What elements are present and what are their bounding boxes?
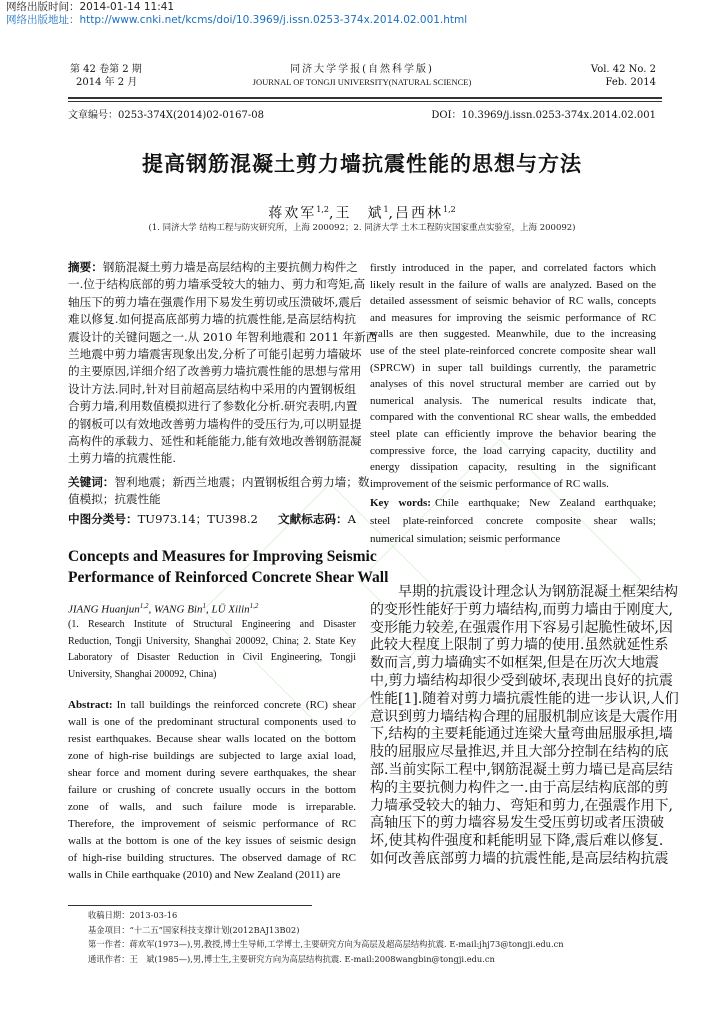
text-line xyxy=(68,450,356,467)
line-text: 如何改善底部剪力墙的抗震性能,是高层结构抗震 xyxy=(370,850,669,867)
line-text: In tall buildings the reinforced concrete (RC) shear xyxy=(116,699,356,711)
text-line xyxy=(68,276,366,293)
author-affil: 1,2 xyxy=(249,602,259,610)
line-text: Laboratory of Disaster Reduction in Civil Engineering, Tongji xyxy=(68,652,356,664)
journal-cn: 同济大学学报(自然科学版) xyxy=(290,64,434,75)
line-text: 数而言,剪力墙确实不如框架,但是在历次大地震 xyxy=(370,655,659,672)
text-line xyxy=(68,650,356,667)
line-text: 意识到剪力墙结构合理的屈服机制应该是大震作用 xyxy=(370,708,678,725)
text-line xyxy=(68,474,370,491)
article-number: 文章编号：0253-374X(2014)02-0167-08 xyxy=(68,110,264,121)
line-text: 的主要原因,详细介绍了改善剪力墙抗震性能的思想与常用 xyxy=(68,364,362,379)
text-line xyxy=(370,726,673,744)
line-text: 变形能力较差,在强震作用下容易引起脆性破坏,因 xyxy=(370,619,673,636)
line-text: use of the steel plate-reinforced concrete composite shear wall xyxy=(370,344,656,357)
line-text: 此较大程度上限制了剪力墙的使用.虽然就延性系 xyxy=(370,637,669,654)
text-line xyxy=(68,850,356,867)
text-line xyxy=(68,259,356,276)
section-label: 关键词： xyxy=(68,475,115,489)
classification xyxy=(68,511,356,528)
text-line xyxy=(68,697,356,714)
abstract-cn xyxy=(68,259,378,468)
text-line xyxy=(370,310,656,327)
affiliation-en xyxy=(68,617,356,683)
text-line xyxy=(370,833,664,851)
line-text: and measures for improving the seismic performance of RC xyxy=(370,311,656,324)
keywords-en xyxy=(370,494,656,548)
text-line xyxy=(68,799,356,816)
text-line xyxy=(370,260,656,277)
text-line xyxy=(68,416,362,433)
footnotes xyxy=(88,908,564,966)
section-label: 摘要： xyxy=(68,260,103,274)
line-text: compressive force, the load carrying capacity, ductility and xyxy=(370,444,656,457)
date-en: Feb. 2014 xyxy=(605,77,656,88)
line-text: numerical simulation; seismic performance xyxy=(370,533,561,545)
abstract-en-continued xyxy=(370,260,656,492)
header-rule xyxy=(68,101,662,102)
text-line xyxy=(370,376,656,393)
text-line xyxy=(370,343,656,360)
text-line xyxy=(68,748,356,765)
doc-code-value: A xyxy=(347,512,356,526)
author-en: WANG Bin xyxy=(154,603,203,616)
line-text: 的变形性能好于剪力墙结构,而剪力墙由于刚度大, xyxy=(370,601,673,618)
text-line xyxy=(68,816,356,833)
body-text-cn xyxy=(370,584,679,869)
line-text: 高轴压下的剪力墙容易发生受压剪切或者压溃破 xyxy=(370,815,664,832)
text-line xyxy=(68,731,356,748)
line-text: firstly introduced in the paper, and correlated factors which xyxy=(370,262,656,274)
paper-title: 提高钢筋混凝土剪力墙抗震性能的思想与方法 xyxy=(142,152,582,176)
abstract-en xyxy=(68,697,356,884)
classification-label: 中图分类号： xyxy=(68,512,138,526)
text-line xyxy=(370,326,656,343)
footnote: 收稿日期：2013-03-16 xyxy=(88,910,178,920)
line-text: energy dissipation capacity, resulting in the significant xyxy=(370,461,656,474)
text-line xyxy=(370,850,669,869)
line-text: zone of high-rise buildings are subjected to large axial load, xyxy=(68,750,356,762)
text-line xyxy=(370,360,656,377)
footnote: 基金项目：“十二五”国家科技支撑计划(2012BAJ13B02) xyxy=(88,924,300,935)
author: 吕西林 xyxy=(395,205,443,222)
date-cn: 2014 年 2 月 xyxy=(76,77,138,88)
text-line xyxy=(370,393,656,410)
text-line xyxy=(370,672,673,691)
author-en: LÜ Xilin xyxy=(211,603,250,616)
line-text: 设计方法.同时,针对目前超高层结构中采用的内置钢板组 xyxy=(68,381,356,396)
text-line xyxy=(370,761,673,780)
line-text: 轴压下的剪力墙在强震作用下易发生剪切或压溃破坏,震后 xyxy=(68,294,362,309)
line-text: 兰地震中剪力墙震害现象出发,分析了可能引起剪力墙破坏 xyxy=(68,347,362,362)
text-line xyxy=(68,546,377,567)
line-text: 部.当前实际工程中,钢筋混凝土剪力墙已是高层结 xyxy=(370,761,673,778)
line-text: (SPRCW) in super tall buildings currently, the parametric xyxy=(370,361,656,374)
text-line xyxy=(68,363,362,380)
keywords-cn xyxy=(68,474,370,509)
line-text: wall is one of the predominant structural components used to xyxy=(68,716,356,728)
volume-en: Vol. 42 No. 2 xyxy=(590,64,656,75)
text-line xyxy=(68,782,356,799)
text-line xyxy=(68,398,356,415)
line-text: likely result in the failure of walls are analyzed. Based on the xyxy=(370,278,656,291)
text-line xyxy=(370,530,656,548)
line-text: steel plate-reinforced concrete composite shear walls; xyxy=(370,515,656,527)
author-affil: 1,2 xyxy=(139,602,149,610)
text-line xyxy=(68,491,356,508)
text-line xyxy=(370,637,669,655)
title-en xyxy=(68,546,389,588)
line-text: Performance of Reinforced Concrete Shear Wall xyxy=(68,569,389,586)
line-text: walls are then suggested. Meanwhile, due to the increasing xyxy=(370,328,656,341)
line-text: Chile earthquake; New Zealand earthquake; xyxy=(434,497,656,509)
author-affil: 1 xyxy=(202,602,206,610)
text-line xyxy=(68,667,356,684)
line-text: shear force and moment during severe earthquakes, the shear xyxy=(68,767,356,779)
footnote-rule xyxy=(68,905,312,906)
line-text: zone of walls, and such failure mode is irreparable. xyxy=(68,801,356,813)
line-text: 难以修复.如何提高底部剪力墙的抗震性能,是高层结构抗 xyxy=(68,312,356,327)
text-line xyxy=(370,293,656,310)
line-text: 智利地震；新西兰地震；内置钢板组合剪力墙；数 xyxy=(114,475,370,489)
section-label: Abstract: xyxy=(68,699,113,711)
text-line xyxy=(68,867,356,884)
doc-code-label: 文献标志码： xyxy=(278,512,348,526)
text-line xyxy=(68,294,362,311)
line-text: 下,结构的主要耗能通过连梁大量弯曲屈服承担,墙 xyxy=(370,726,673,743)
line-text: 值模拟；抗震性能 xyxy=(68,492,161,507)
text-line xyxy=(370,797,673,816)
text-line xyxy=(68,433,362,450)
footnote: 通讯作者：王 斌(1985—),男,博士生,主要研究方向为高层结构抗震. E-mail:2008wangbin@tongji.edu.cn xyxy=(88,953,495,964)
line-text: 土剪力墙的抗震性能. xyxy=(68,451,177,466)
text-line xyxy=(370,443,656,460)
line-text: of high-rise building structures. The observed damage of RC xyxy=(68,852,356,864)
line-text: improvement of the seismic performance of RC walls. xyxy=(370,477,609,490)
doi: DOI：10.3969/j.issn.0253-374x.2014.02.001 xyxy=(431,110,656,121)
line-text: Reduction, Tongji University, Shanghai 200092, China; 2. State Key xyxy=(68,635,356,647)
text-line xyxy=(370,277,656,294)
text-line xyxy=(370,494,656,512)
line-text: resist earthquakes. Because shear walls located on the bottom xyxy=(68,733,356,745)
author-affil: 1,2 xyxy=(443,205,456,214)
text-line xyxy=(370,619,673,638)
line-text: 力墙承受较大的轴力、弯矩和剪力,在强震作用下, xyxy=(370,797,673,814)
line-text: walls in Chile earthquake (2010) and New Zealand (2011) are xyxy=(68,869,341,881)
line-text: (1. Research Institute of Structural Engineering and Disaster xyxy=(68,619,356,630)
text-line xyxy=(68,567,389,588)
text-line xyxy=(370,459,656,476)
text-line xyxy=(370,779,669,798)
affiliation-cn: (1. 同济大学 结构工程与防灾研究所，上海 200092；2. 同济大学 土木工程防灾国家重点实验室，上海 200092) xyxy=(148,223,576,233)
text-line xyxy=(68,833,356,850)
text-line xyxy=(370,426,656,443)
line-text: 早期的抗震设计理念认为钢筋混凝土框架结构 xyxy=(398,584,678,600)
text-line xyxy=(68,714,356,731)
classification-value: TU973.14；TU398.2 xyxy=(137,512,258,526)
text-line xyxy=(370,815,664,833)
text-line xyxy=(68,311,356,328)
author: 王 斌 xyxy=(335,205,384,222)
author: 蒋欢军 xyxy=(268,205,317,222)
line-text: Therefore, the improvement of seismic performance of RC xyxy=(68,818,356,830)
line-text: University, Shanghai 200092, China) xyxy=(68,668,217,680)
line-text: steel plate can efficiently improve the behavior bearing the xyxy=(370,427,656,440)
line-text: 钢筋混凝土剪力墙是高层结构的主要抗侧力构件之 xyxy=(102,260,358,274)
text-line xyxy=(370,409,656,426)
line-text: 合剪力墙,利用数值模拟进行了参数化分析.研究表明,内置 xyxy=(68,399,358,414)
text-line xyxy=(370,655,659,673)
text-line xyxy=(370,601,673,620)
line-text: 中,剪力墙结构却很少受到破坏,表现出良好的抗震 xyxy=(370,672,673,689)
journal-en: JOURNAL OF TONGJI UNIVERSITY(NATURAL SCIENCE) xyxy=(252,77,472,87)
line-text: compared with the conventional RC shear walls, the embedded xyxy=(370,411,656,424)
line-text: 坏,使其构件强度和耗能明显下降,震后难以修复. xyxy=(370,833,664,850)
online-publish-url[interactable]: 网络出版地址：http://www.cnki.net/kcms/doi/10.3969/j.issn.0253-374x.2014.02.001.html xyxy=(6,14,468,26)
author-affil: 1 xyxy=(383,205,389,214)
text-line xyxy=(68,617,356,634)
text-line xyxy=(68,381,356,398)
text-line xyxy=(68,634,356,651)
text-line xyxy=(370,708,678,727)
text-line xyxy=(68,765,356,782)
volume-cn: 第 42 卷第 2 期 xyxy=(70,64,142,75)
line-text: detailed assessment of seismic behavior of RC walls, concepts xyxy=(370,295,656,308)
line-text: numerical analysis. The numerical results indicate that, xyxy=(370,394,656,407)
text-line xyxy=(370,476,656,493)
authors-cn: 蒋欢军$^{1,2}$,王 斌$^1$,吕西林$^{1,2}$ xyxy=(268,205,456,222)
author-affil: 1,2 xyxy=(316,205,329,214)
footnote: 第一作者：蒋欢军(1973—),男,教授,博士生导师,工学博士,主要研究方向为高层及超高层结构抗震. E-mail:jhj73@tongji.edu.cn xyxy=(88,939,564,950)
line-text: 肢的屈服应尽量推迟,并且大部分控制在结构的底 xyxy=(370,744,669,761)
line-text: 构的主要抗侧力构件之一.由于高层结构底部的剪 xyxy=(370,779,669,796)
line-text: walls at the bottom is one of the key issues of seismic design xyxy=(68,835,356,847)
online-publish-time: 网络出版时间：2014-01-14 11:41 xyxy=(6,1,175,13)
line-text: analyses of this novel structural member are carried out by xyxy=(370,378,656,391)
text-line xyxy=(370,690,679,709)
text-line xyxy=(370,584,678,602)
text-line xyxy=(68,346,362,363)
line-text: 性能[1].随着对剪力墙抗震性能的进一步认识,人们 xyxy=(370,690,679,707)
author-en: JIANG Huanjun xyxy=(68,603,140,616)
text-line xyxy=(370,512,656,530)
text-line xyxy=(68,329,378,346)
authors-en: JIANG Huanjun$^{1,2}$, WANG Bin$^1$, LÜ Xilin$^{1,2}$ xyxy=(68,602,259,616)
line-text: 一.位于结构底部的剪力墙承受较大的轴力、剪力和弯矩,高 xyxy=(68,277,366,292)
section-label: Key words: xyxy=(370,497,431,509)
header-rule xyxy=(68,97,662,99)
line-text: 高构件的承载力、延性和耗能能力,能有效地改善钢筋混凝 xyxy=(68,434,362,449)
line-text: Concepts and Measures for Improving Seismic xyxy=(68,548,377,565)
line-text: failure or crushing of concrete usually occurs in the bottom xyxy=(68,784,356,796)
line-text: 震设计的关键问题之一.从 2010 年智利地震和 2011 年新西 xyxy=(68,329,378,344)
line-text: 的钢板可以有效地改善剪力墙构件的受压行为,可以明显提 xyxy=(68,416,362,431)
text-line xyxy=(370,744,669,762)
